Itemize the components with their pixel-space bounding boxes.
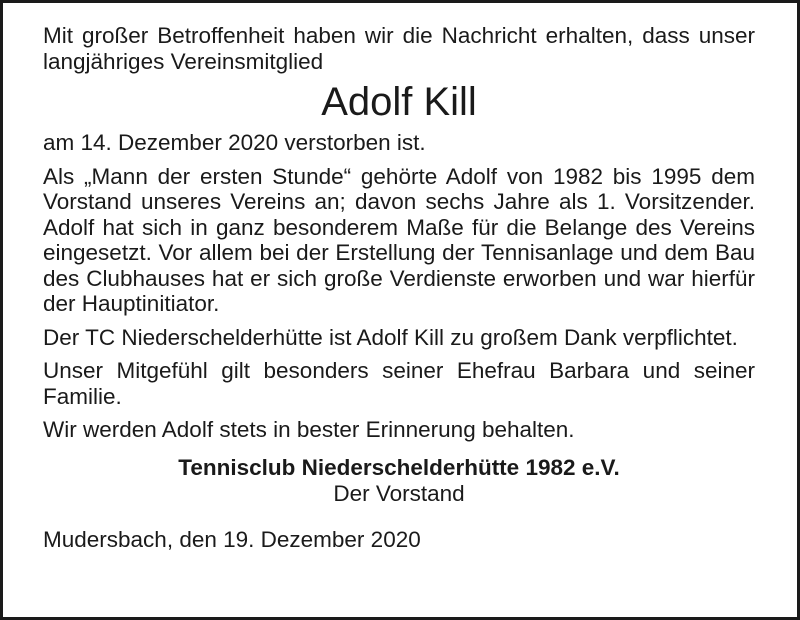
remembrance-paragraph: Wir werden Adolf stets in bester Erinnerung behalten. (43, 417, 575, 442)
intro-text: Mit großer Betroffenheit haben wir die Nachricht erhalten, dass unser langjähriges Vereinsmitglied (43, 23, 755, 74)
club-name: Tennisclub Niederschelderhütte 1982 e.V. (178, 454, 620, 480)
deceased-name: Adolf Kill (321, 80, 477, 124)
tribute-paragraph: Als „Mann der ersten Stunde“ gehörte Adolf von 1982 bis 1995 dem Vorstand unseres Vereins an; davon sechs Jahre als 1. Vorsitzender. Adolf hat sich in ganz besonderem Maße für die Belange des Vereins eingesetzt. Vor allem bei der Erstellung der Tennisanlage und dem Bau des Clubhauses hat er sich große Verdienste erworben und war hierfür der Hauptinitiator. (43, 163, 755, 316)
death-date-line: am 14. Dezember 2020 verstorben ist. (43, 130, 426, 155)
place-date: Mudersbach, den 19. Dezember 2020 (43, 526, 421, 552)
condolence-paragraph: Unser Mitgefühl gilt besonders seiner Ehefrau Barbara und seiner Familie. (43, 358, 755, 409)
gratitude-paragraph: Der TC Niederschelderhütte ist Adolf Kill zu großem Dank verpflichtet. (43, 324, 738, 350)
board-signature: Der Vorstand (333, 480, 465, 506)
